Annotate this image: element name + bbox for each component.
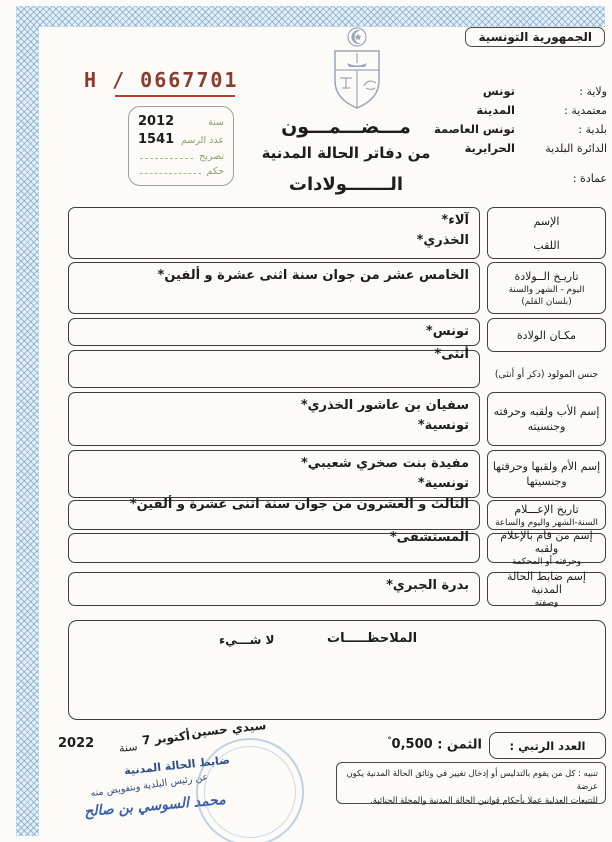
officer-label: إسم ضابط الحالة المدنية — [507, 570, 586, 596]
stamp-delegation-line: عن رئيس البلدية وبتفويض منه — [89, 771, 209, 800]
registry-box — [128, 106, 234, 186]
field-birthdate-value-box — [68, 262, 480, 314]
field-notification-date-value-box — [68, 497, 480, 530]
sex-value: أنثى* — [434, 347, 469, 362]
last-name-label: اللقب — [533, 238, 560, 252]
field-informant-value-box — [68, 530, 480, 563]
field-name-value-box — [68, 207, 480, 259]
declaration-label: تصريح — [199, 151, 224, 162]
delegation-value: المدينة — [476, 103, 515, 117]
field-officer-label-box — [487, 572, 606, 606]
informant-label: إسم من قام بالإعلام ولقبه — [500, 529, 593, 555]
admin-info-block — [434, 84, 607, 190]
informant-value: المستشفى* — [389, 530, 469, 545]
district-label: الدائرة البلدية — [545, 142, 607, 155]
informant-sublabel: وحرفته أو المحكمة — [512, 557, 581, 567]
field-name-label-box — [487, 207, 606, 259]
mother-label: إسم الأم ولقبها وحرفتها — [492, 460, 601, 473]
officer-sublabel: وصفته — [534, 598, 559, 608]
registry-act-row — [138, 132, 224, 147]
mother-label2: وجنسيتها — [526, 475, 567, 488]
issue-place: سيدي حسين — [190, 718, 267, 740]
stamp-officer-title: ضابط الحالة المدنية — [123, 753, 231, 778]
guilloche-top-border — [16, 6, 605, 27]
field-sex-value-box — [68, 347, 480, 388]
officer-value: بدرة الجبري* — [386, 578, 469, 593]
birthplace-label: مكـان الولادة — [516, 328, 577, 342]
field-birthdate-label-box — [487, 262, 606, 314]
birthdate-value: الخامس عشر من جوان سنة اثنى عشرة و ألفين* — [157, 268, 469, 283]
act-number-label: عدد الرسم — [181, 135, 224, 146]
field-informant-label-box — [487, 529, 606, 567]
municipality-value: تونس العاصمة — [434, 122, 515, 136]
field-father-label-box — [487, 392, 606, 446]
father-label2: وجنسيته — [527, 420, 566, 433]
registry-year-row — [138, 114, 224, 129]
title-births: الـــــــولادات — [288, 174, 404, 195]
field-mother-value-box — [68, 450, 480, 498]
delegation-label: معتمدية : — [564, 104, 607, 117]
father-nationality-value: تونسية* — [417, 418, 469, 434]
admin-row-district — [437, 141, 607, 155]
issue-year: 2022 — [58, 736, 95, 751]
registry-declaration-row — [138, 150, 224, 162]
year-value: 2012 — [138, 114, 175, 129]
first-name-label: الإسم — [533, 214, 560, 228]
officer-signature: محمد السوسي بن صالح — [83, 791, 227, 821]
issue-date: 7 أكتوبر — [141, 728, 191, 748]
document-title — [240, 116, 452, 195]
field-birthplace-label-box — [487, 318, 606, 352]
omda-label: عمادة : — [572, 172, 607, 185]
judgment-label: حكم — [206, 166, 224, 177]
price-degree-mark: ° — [387, 736, 392, 745]
issue-year-word: سنة — [118, 740, 139, 755]
last-name-value: الخذري* — [416, 233, 469, 249]
field-birthplace-value-box — [68, 318, 480, 346]
wilaya-value: تونس — [482, 84, 515, 98]
notice-line-2: للتتبعات العدلية عملا بأحكام قوانين الحالة المدنية والمجلة الجنائية. — [370, 794, 598, 805]
legal-notice-box — [336, 762, 606, 804]
district-value: الحرايرية — [464, 141, 515, 155]
admin-row-omda — [437, 172, 607, 185]
birthdate-sublabel2: (بلسان القلم) — [521, 296, 572, 307]
admin-row-delegation — [437, 103, 607, 117]
first-name-value: آلاء* — [441, 213, 469, 228]
father-name-value: سفيان بن عاشور الخذري* — [300, 398, 469, 413]
observations-box — [68, 620, 606, 720]
tunisia-coat-of-arms-icon — [328, 26, 386, 116]
ordinal-number-box — [489, 732, 606, 759]
observations-value: لا شـــيء — [219, 633, 275, 647]
dashed-line — [140, 150, 193, 159]
guilloche-left-border — [16, 6, 39, 836]
notice-line-1: تنبيه : كل من يقوم بالتدليس أو إدخال تغيير في وثائق الحالة المدنية يكون عرضة — [346, 768, 598, 792]
admin-row-municipality — [434, 122, 607, 136]
father-label: إسم الأب ولقبه وحرفته — [493, 405, 600, 418]
field-notification-date-label-box — [487, 500, 606, 530]
registry-judgment-row — [138, 165, 224, 177]
price-line — [330, 736, 482, 752]
republic-title: الجمهورية التونسية — [478, 30, 592, 44]
birthdate-sublabel: اليوم - الشهر والسنة — [508, 284, 585, 295]
mother-nationality-value: تونسية* — [417, 476, 469, 492]
price-value: 0,500 — [391, 737, 433, 753]
act-number-value: 1541 — [138, 132, 175, 147]
republic-title-box — [465, 27, 605, 47]
wilaya-label: ولاية : — [579, 85, 607, 98]
round-stamp — [196, 738, 304, 842]
admin-row-wilaya — [437, 84, 607, 98]
notification-date-value: الثالث و العشرون من جوان سنة اثنى عشرة و ألفين* — [129, 497, 469, 512]
field-mother-label-box — [487, 450, 606, 498]
price-value-group — [388, 737, 433, 752]
notification-date-label: تاريخ الإعـــلام — [514, 502, 579, 516]
title-word: مـــضـــمـــون — [281, 116, 411, 138]
mother-name-value: مفيدة بنت صخري شعيبي* — [300, 456, 469, 471]
field-officer-value-box — [68, 572, 480, 606]
serial-underline — [115, 95, 235, 97]
observations-title: الملاحظـــــات — [327, 631, 418, 646]
municipality-label: بلدية : — [578, 123, 607, 136]
year-label: سنة — [208, 117, 224, 128]
ordinal-label: العدد الرتبي : — [509, 738, 586, 753]
serial-number: H / 0667701 — [84, 68, 239, 92]
birthplace-value: تونس* — [425, 324, 469, 339]
birthdate-label: تاريـخ الــولادة — [514, 269, 579, 283]
title-subtitle: من دفاتر الحالة المدنية — [261, 144, 431, 162]
dashed-line — [140, 165, 201, 174]
field-sex-label: جنس المولود (ذكر أو أنثى) — [494, 369, 599, 380]
price-label: الثمن : — [437, 737, 482, 753]
notification-date-sublabel: السنة-الشهر واليوم والساعة — [495, 517, 598, 528]
field-father-value-box — [68, 392, 480, 446]
